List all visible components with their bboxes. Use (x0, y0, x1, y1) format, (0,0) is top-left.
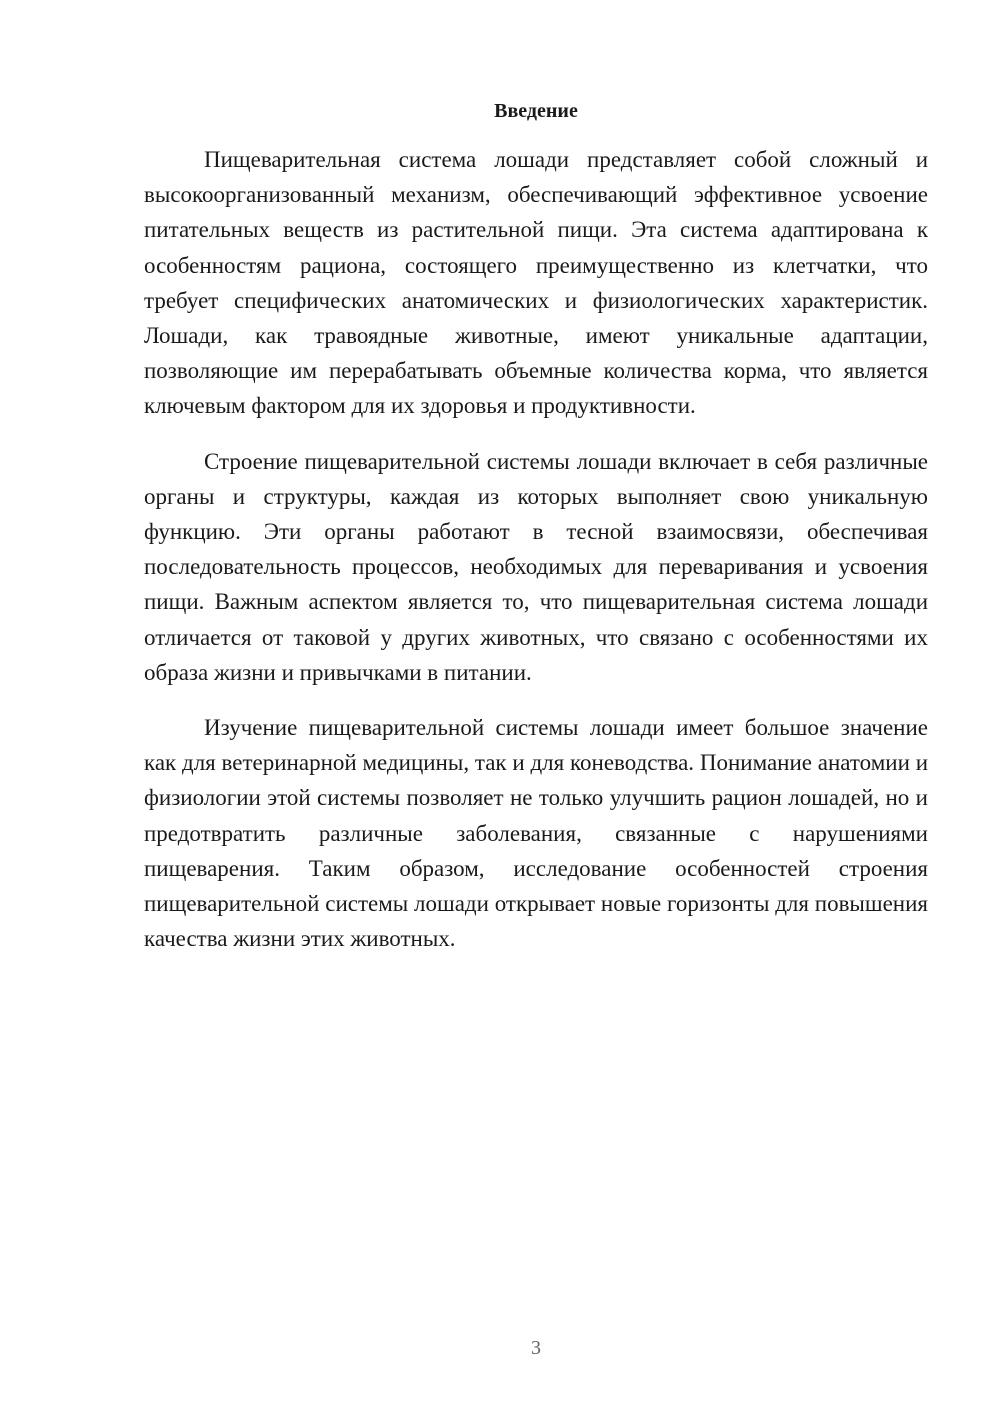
paragraph-2: Строение пищеварительной системы лошади включает в себя различные органы и структуры, каждая из которых выполняет свою уникальную функцию. Эти органы работают в тесной взаимосвязи, обеспечивая последовательность процессов, необходимых для переваривания и усвоения пищи. Важным аспектом является то, что пищеварительная система лошади отличается от таковой у других животных, что связано с особенностями их образа жизни и привычками в питании. (144, 448, 928, 685)
page-title: Введение (494, 100, 578, 122)
paragraph-1: Пищеварительная система лошади представляет собой сложный и высокоорганизованный механизм, обеспечивающий эффективное усвоение питательных веществ из растительной пищи. Эта система адаптирована к особенностям рациона, состоящего преимущественно из клетчатки, что требует специфических анатомических и физиологических характеристик. Лошади, как травоядные животные, имеют уникальные адаптации, позволяющие им перерабатывать объемные количества корма, что является ключевым фактором для их здоровья и продуктивности. (144, 147, 928, 419)
paragraph-3: Изучение пищеварительной системы лошади имеет большое значение как для ветеринарной медицины, так и для коневодства. Понимание анатомии и физиологии этой системы позволяет не только улучшить рацион лошадей, но и предотвратить различные заболевания, связанные с нарушениями пищеварения. Таким образом, исследование особенностей строения пищеварительной системы лошади открывает новые горизонты для повышения качества жизни этих животных. (144, 715, 928, 952)
document-body (144, 142, 928, 976)
page-number: 3 (531, 1337, 541, 1359)
